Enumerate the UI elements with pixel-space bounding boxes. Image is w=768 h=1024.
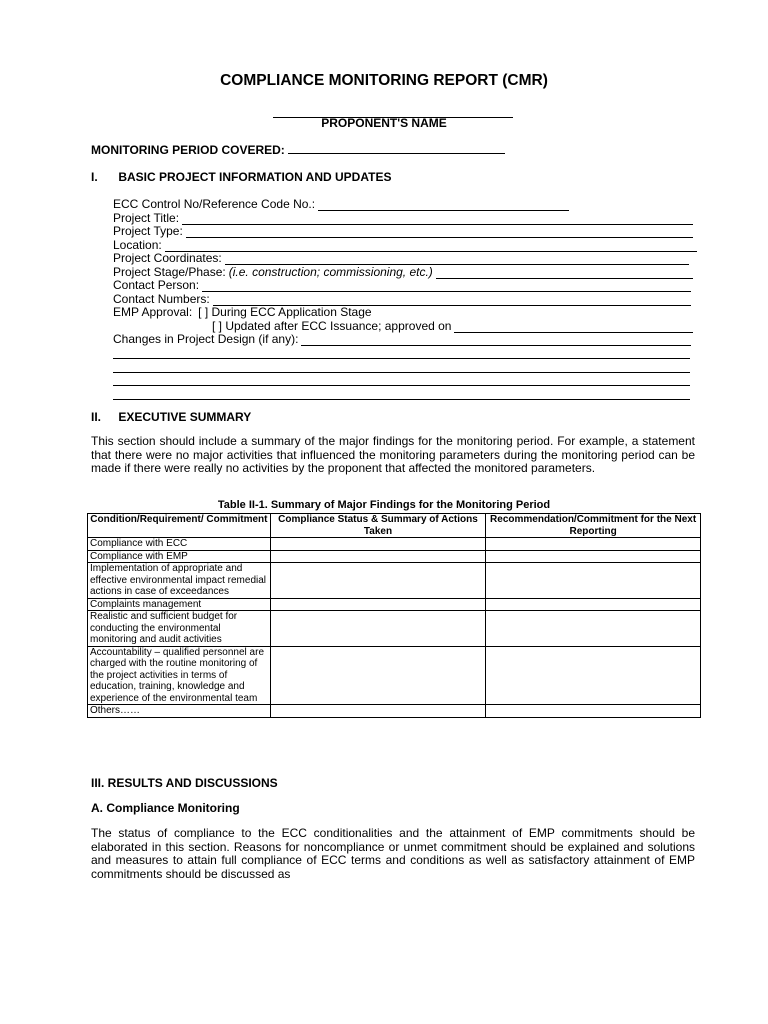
table-cell-status[interactable] [270, 705, 485, 718]
findings-table [87, 513, 701, 718]
table-cell-recommendation[interactable] [486, 538, 701, 551]
table-header-row [88, 514, 701, 538]
field-project-type [113, 224, 693, 238]
table-cell-status[interactable] [270, 538, 485, 551]
emp-option-updated: [ ] Updated after ECC Issuance; approved on [212, 319, 452, 333]
table-cell-condition: Implementation of appropriate and effective environmental impact remedial actions in case of exceedances [88, 563, 271, 599]
field-label: Project Stage/Phase: [113, 265, 226, 279]
proponent-name-label: PROPONENT'S NAME [321, 116, 447, 130]
table-row [88, 550, 701, 563]
table-cell-recommendation[interactable] [486, 598, 701, 611]
emp-option-during-application: [ ] During ECC Application Stage [198, 305, 372, 319]
section-1-number: I. [91, 170, 98, 184]
field-label: Project Title: [113, 211, 180, 225]
table-cell-condition: Accountability – qualified personnel are charged with the routine monitoring of the project activities in terms of education, training, knowledge and experience of the environmental team [88, 646, 271, 705]
field-label: Changes in Project Design (if any): [113, 332, 299, 346]
table-cell-recommendation[interactable] [486, 611, 701, 647]
table-row [88, 538, 701, 551]
monitoring-period-label: MONITORING PERIOD COVERED: [91, 143, 285, 157]
section-2-number: II. [91, 410, 102, 424]
table-cell-status[interactable] [270, 563, 485, 599]
monitoring-period-blank [288, 142, 505, 154]
table-cell-recommendation[interactable] [486, 550, 701, 563]
blank-line [113, 371, 690, 373]
table-cell-status[interactable] [270, 550, 485, 563]
field-ecc-control [113, 197, 569, 211]
field-blank [225, 253, 689, 265]
blank-line [113, 398, 690, 400]
table-cell-condition: Complaints management [88, 598, 271, 611]
field-location [113, 238, 697, 252]
field-label: Project Type: [113, 224, 183, 238]
executive-summary-paragraph: This section should include a summary of the major findings for the monitoring period. For example, a statement that there were no major activities that influenced the monitoring parameters during the monitoring period can be made if there were really no activities by the proponent that affected the monitored parameters. [91, 434, 695, 476]
table-row [88, 705, 701, 718]
table-row [88, 563, 701, 599]
field-contact-person [113, 278, 691, 292]
table-cell-status[interactable] [270, 598, 485, 611]
field-label: Project Coordinates: [113, 251, 222, 265]
table-header-compliance-status: Compliance Status & Summary of Actions Taken [270, 514, 485, 538]
table-cell-condition: Realistic and sufficient budget for conducting the environmental monitoring and audit activities [88, 611, 271, 647]
field-project-coordinates [113, 251, 689, 265]
table-cell-recommendation[interactable] [486, 646, 701, 705]
table-cell-recommendation[interactable] [486, 705, 701, 718]
table-header-condition: Condition/Requirement/ Commitment [88, 514, 271, 538]
field-project-title [113, 211, 693, 225]
section-3-heading: III. RESULTS AND DISCUSSIONS [91, 776, 278, 790]
blank-line [113, 357, 690, 359]
field-label: Contact Person: [113, 278, 200, 292]
field-hint: (i.e. construction; commissioning, etc.) [228, 265, 433, 279]
monitoring-period-line [91, 142, 505, 157]
table-row [88, 611, 701, 647]
table-cell-status[interactable] [270, 611, 485, 647]
section-3a-heading: A. Compliance Monitoring [91, 801, 240, 815]
table-cell-condition: Compliance with ECC [88, 538, 271, 551]
field-blank [318, 199, 569, 211]
field-blank [202, 280, 691, 292]
field-changes-design [113, 332, 691, 346]
field-label: Contact Numbers: [113, 292, 210, 306]
field-emp-approval [113, 305, 372, 319]
field-label: Location: [113, 238, 162, 252]
table-row [88, 646, 701, 705]
table-cell-condition: Compliance with EMP [88, 550, 271, 563]
field-label: ECC Control No/Reference Code No.: [113, 197, 316, 211]
field-project-stage [113, 265, 693, 279]
table-header-recommendation: Recommendation/Commitment for the Next Reporting [486, 514, 701, 538]
field-label: EMP Approval: [113, 305, 193, 319]
section-1-title: BASIC PROJECT INFORMATION AND UPDATES [118, 170, 392, 184]
table-cell-condition: Others…… [88, 705, 271, 718]
section-1-heading [91, 170, 391, 184]
field-emp-updated [212, 319, 693, 333]
section-2-heading [91, 410, 251, 424]
section-2-title: EXECUTIVE SUMMARY [118, 410, 252, 424]
document-title: COMPLIANCE MONITORING REPORT (CMR) [220, 72, 548, 89]
table-cell-recommendation[interactable] [486, 563, 701, 599]
field-blank [186, 226, 693, 238]
table-caption: Table II-1. Summary of Major Findings for the Monitoring Period [217, 499, 551, 511]
blank-line [113, 384, 690, 386]
table-row [88, 598, 701, 611]
compliance-monitoring-paragraph: The status of compliance to the ECC conditionalities and the attainment of EMP commitments should be elaborated in this section. Reasons for noncompliance or unmet commitment should be explained and solutions and measures to attain full compliance of ECC terms and conditions as well as satisfactory attainment of EMP commitments should be discussed as [91, 826, 695, 882]
field-blank [301, 334, 691, 346]
field-contact-numbers [113, 292, 691, 306]
table-cell-status[interactable] [270, 646, 485, 705]
